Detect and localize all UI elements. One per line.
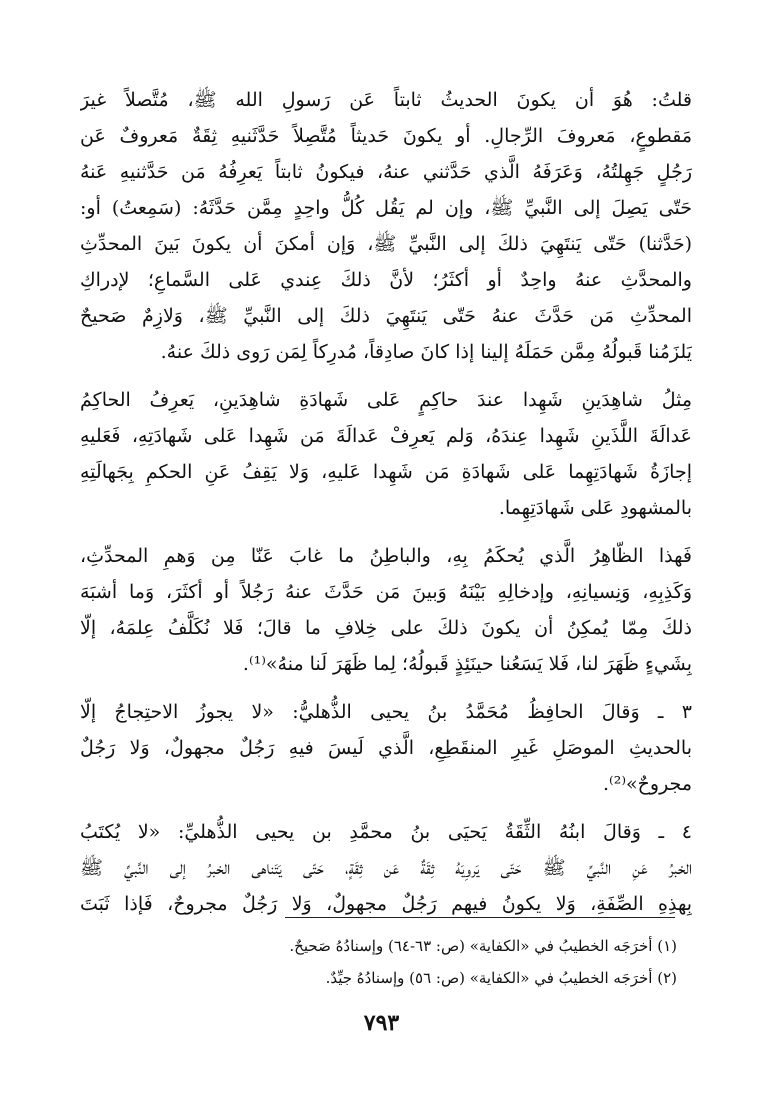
text-line: فَهذا الظّاهِرُ الَّذي يُحكَمُ بِهِ، والباطِنُ ما غابَ عَنّا مِن وَهمِ المحدِّثِ،	[80, 545, 692, 567]
text-line: ذلكَ مِمّا يُمكِنُ أن يكونَ ذلكَ على خِلافِ ما قالَ؛ فَلا نُكَلَّفُ عِلمَهُ، إلّا	[80, 617, 692, 639]
text-line: مَقطوعٍ، مَعروفَ الرِّجالِ. أو يكونَ حَديثاً مُتَّصِلاً حَدَّثَنيهِ ثِقَةٌ مَعروفٌ عَن	[80, 125, 692, 147]
text-line: والمحدَّثِ عنهُ واحِدٌ أو أكثَرُ؛ لأنَّ ذلكَ عِندي عَلى السَّماعِ؛ لإدراكِ	[80, 269, 692, 291]
text-line: إجازَةُ شَهادَتِهِما عَلى شَهادَةِ مَن شَهِدا عَليهِ، وَلا يَقِفُ عَنِ الحكمِ بِجَهالَتِهِ	[80, 461, 692, 483]
text-line: حَتّى يَصِلَ إلى النَّبيِّ ﷺ، وإن لم يَقُل كُلُّ واحِدٍ مِمَّن حَدَّثَهُ: (سَمِعتُ) أو:	[80, 197, 692, 219]
paragraph-1	[80, 82, 692, 370]
paragraph-2	[80, 382, 692, 526]
paragraph-5	[80, 814, 692, 922]
text-line: المحدِّثِ مَن حَدَّثَ عنهُ حَتّى يَنتَهِيَ ذلكَ إلى النَّبيِّ ﷺ، وَلازِمٌ صَحيحٌ	[80, 305, 692, 327]
footnote-2: (٢) أخرَجَه الخطيبُ في «الكفاية» (ص: ٥٦) وإسنادُهُ جيِّدٌ.	[325, 969, 677, 987]
text-line: بِشَيءٍ ظَهَرَ لنا، فَلا يَسَعُنا حينَئِذٍ قَبولُهُ؛ لِما ظَهَرَ لَنا منهُ»⁽¹⁾.	[242, 653, 692, 675]
text-line: (حَدَّثنا) حَتّى يَنتَهِيَ ذلكَ إلى النَّبيِّ ﷺ، وَإن أمكنَ أن يكونَ بَينَ المحدِّثِ	[80, 233, 692, 255]
text-line: مجروحٌ»⁽²⁾.	[603, 773, 692, 795]
text-line: الخبرُ عَنِ النَّبيِّ ﷺ حَتّى يَروِيَهُ ثِقَةٌ عَن ثِقَةٍ، حَتّى يَتَناهى الخبرُ إلى النَّبيِّ ﷺ	[80, 857, 692, 879]
text-line: بالحديثِ الموصَلِ غَيرِ المنقَطِعِ، الَّذي لَيسَ فيهِ رَجُلٌ مجهولٌ، وَلا رَجُلٌ	[80, 737, 692, 759]
footnote-1: (١) أخرَجَه الخطيبُ في «الكفاية» (ص: ٦٣-٦٤) وإسنادُهُ صَحيحٌ.	[289, 937, 677, 955]
main-text	[80, 82, 692, 922]
text-line: مِثلُ شاهِدَينِ شَهِدا عندَ حاكِمٍ عَلى شَهادَةِ شاهِدَينِ، يَعرِفُ الحاكِمُ	[80, 389, 692, 411]
text-line: بالمشهودِ عَلى شَهادَتِهِما.	[498, 497, 692, 519]
text-line: ٤ ـ وَقالَ ابنُهُ الثِّقَةُ يَحيَى بنُ محمَّدِ بن يحيى الذُّهليِّ: «لا يُكتَبُ	[80, 821, 692, 843]
paragraph-4	[80, 694, 692, 802]
text-line: يَلزَمُنا قَبولُهُ مِمَّن حَمَلَهُ إلينا إذا كانَ صادِقاً، مُدرِكاً لِمَن رَوى ذلكَ عنهُ.	[160, 341, 692, 363]
text-line: بِهذِهِ الصِّفَةِ، وَلا يكونُ فيهم رَجُلٌ مجهولٌ، وَلا رَجُلٌ مجروحٌ، فَإذا ثَبَتَ	[80, 893, 692, 915]
footnote-divider	[285, 917, 675, 918]
text-line: قلتُ: هُوَ أن يكونَ الحديثُ ثابتاً عَن رَسولِ الله ﷺ، مُتَّصلاً غيرَ	[80, 89, 692, 111]
text-line: وَكَذِبِهِ، وَنِسيانِهِ، وإدخالِهِ بَيْنَهُ وَبينَ مَن حَدَّثَ عنهُ رَجُلاً أو أكثَرَ، وَما أشبَهَ	[80, 581, 692, 603]
paragraph-3	[80, 538, 692, 682]
text-line: رَجُلٍ جَهِلتُهُ، وَعَرَفَهُ الَّذي حَدَّثني عنهُ، فيكونُ ثابتاً يَعرِفُهُ مَن حَدَّثنيهِ عَنهُ	[80, 161, 692, 183]
footnotes	[157, 930, 677, 994]
text-line: ٣ ـ وَقالَ الحافِظُ مُحَمَّدُ بنُ يحيى الذُّهليُّ: «لا يجوزُ الاحتِجاجُ إلّا	[80, 701, 692, 723]
text-line: عَدالَةَ اللَّذَينِ شَهِدا عِندَهُ، وَلم يَعرِفْ عَدالَةَ مَن شَهِدا عَلى شَهادَتِهِ، فَعَليهِ	[80, 425, 692, 447]
page-number: ٧٩٣	[363, 1010, 400, 1036]
